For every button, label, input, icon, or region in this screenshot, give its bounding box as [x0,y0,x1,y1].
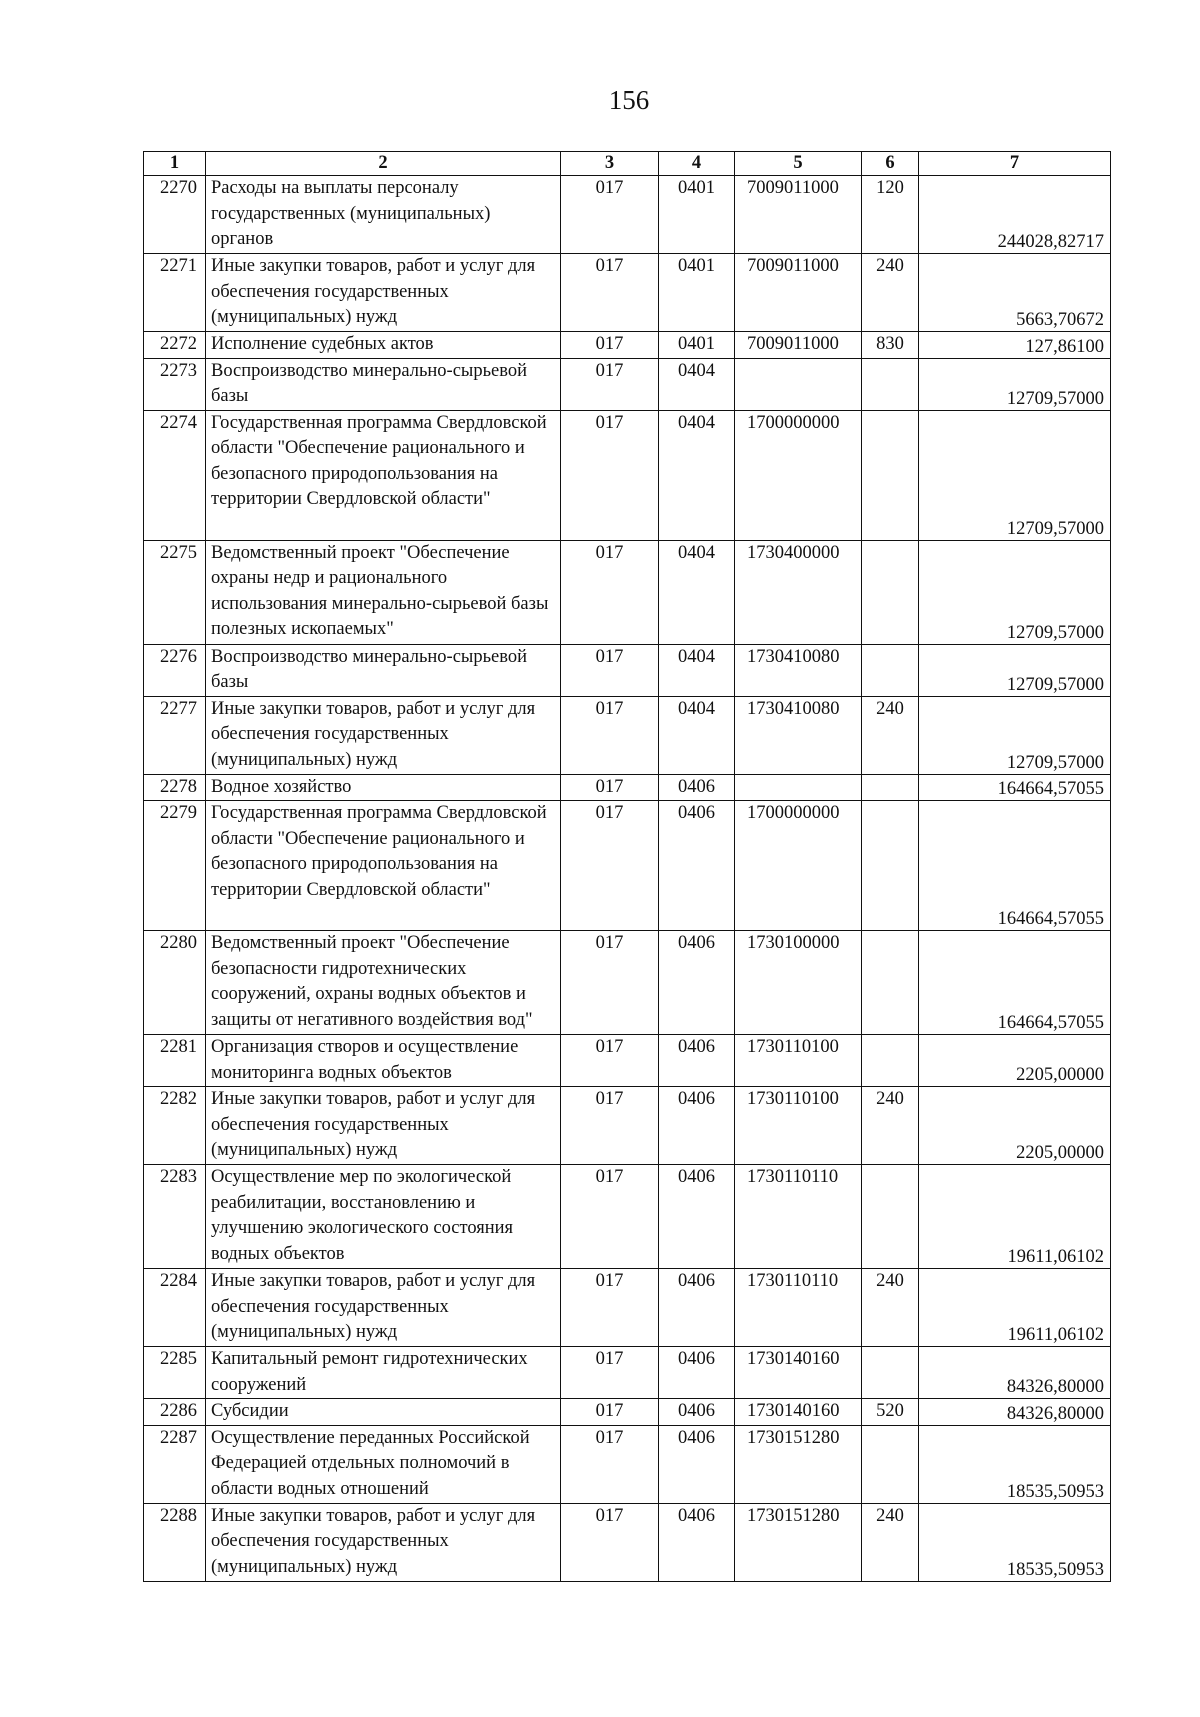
expense-name: Организация створов и осуществление мониторинга водных объектов [211,1037,519,1083]
department-code-cell [561,1347,659,1399]
amount-cell [919,1347,1111,1399]
row-number-cell [144,358,206,410]
department-code-cell [561,254,659,332]
department-code-cell [561,1087,659,1165]
amount: 12709,57000 [1006,388,1104,409]
expense-kind-code-cell [862,1425,919,1503]
section-code: 0401 [678,334,715,354]
expense-name-cell [206,1503,561,1581]
amount: 127,86100 [1025,336,1104,357]
amount-cell [919,931,1111,1035]
section-code: 0406 [678,776,715,797]
target-article-code: 1730410080 [747,646,840,667]
expense-name-cell [206,540,561,644]
expense-name-cell [206,1399,561,1426]
row-number-cell [144,1087,206,1165]
department-code: 017 [595,256,624,276]
amount: 5663,70672 [1016,310,1104,330]
table-row [144,1087,1111,1165]
row-number: 2277 [160,698,197,719]
table-row [144,931,1111,1035]
target-article-code: 7009011000 [747,256,839,276]
budget-table [143,151,1111,1582]
target-article-code: 1730110100 [747,1037,839,1057]
amount-cell [919,358,1111,410]
row-number: 2280 [160,933,197,953]
section-code: 0406 [678,1349,715,1369]
department-code-cell [561,931,659,1035]
department-code: 017 [595,803,624,823]
expense-name-cell [206,931,561,1035]
section-code-cell [659,176,735,254]
table-row [144,332,1111,359]
section-code: 0406 [678,1037,715,1057]
expense-kind-code-cell [862,774,919,801]
target-article-code-cell [735,1425,862,1503]
expense-kind-code-cell [862,1503,919,1581]
section-code: 0406 [678,1271,715,1291]
section-code: 0401 [678,256,715,276]
amount: 164664,57055 [997,779,1104,799]
expense-name-cell [206,358,561,410]
amount-cell [919,540,1111,644]
row-number-cell [144,644,206,696]
table-row [144,176,1111,254]
section-code: 0406 [678,1167,715,1187]
expense-kind-code-cell [862,1347,919,1399]
section-code-cell [659,358,735,410]
expense-name-cell [206,644,561,696]
expense-name-cell [206,1425,561,1503]
section-code-cell [659,1269,735,1347]
expense-name-cell [206,801,561,931]
expense-name: Капитальный ремонт гидротехнических сооружений [211,1349,528,1395]
row-number: 2273 [160,360,197,381]
row-number: 2283 [160,1167,197,1187]
department-code-cell [561,644,659,696]
department-code-cell [561,358,659,410]
target-article-code: 1730140160 [747,1401,840,1421]
row-number: 2274 [160,412,197,433]
row-number: 2284 [160,1271,197,1291]
target-article-code: 7009011000 [747,334,839,354]
row-number: 2270 [160,178,197,198]
expense-name: Субсидии [211,1401,289,1421]
target-article-code: 1730100000 [747,933,840,953]
section-code: 0404 [678,698,715,719]
row-number-cell [144,1269,206,1347]
expense-kind-code-cell [862,176,919,254]
department-code: 017 [595,646,624,667]
section-code: 0406 [678,803,715,823]
column-header-2: 2 [206,152,561,176]
section-code-cell [659,254,735,332]
table-row [144,1503,1111,1581]
row-number: 2271 [160,256,197,276]
expense-name: Осуществление мер по экологической реабилитации, восстановлению и улучшению экологического состояния водных объектов [211,1167,514,1264]
column-header-6: 6 [862,152,919,176]
row-number-cell [144,1165,206,1269]
expense-kind-code-cell [862,1269,919,1347]
expense-name: Иные закупки товаров, работ и услуг для обеспечения государственных (муниципальных) нужд [211,1505,536,1577]
department-code-cell [561,696,659,774]
expense-kind-code: 240 [876,256,904,276]
amount: 12709,57000 [1006,518,1104,539]
table-row [144,644,1111,696]
row-number-cell [144,774,206,801]
section-code-cell [659,644,735,696]
amount: 164664,57055 [997,1013,1104,1033]
amount: 244028,82717 [997,232,1104,252]
expense-kind-code-cell [862,1035,919,1087]
expense-name-cell [206,1269,561,1347]
row-number-cell [144,254,206,332]
department-code: 017 [595,178,624,198]
section-code-cell [659,1503,735,1581]
expense-kind-code: 240 [876,698,904,719]
expense-name-cell [206,176,561,254]
section-code-cell [659,1165,735,1269]
department-code-cell [561,1269,659,1347]
section-code-cell [659,1087,735,1165]
department-code: 017 [595,1505,624,1526]
amount: 12709,57000 [1006,674,1104,695]
section-code: 0404 [678,360,715,381]
row-number: 2281 [160,1037,197,1057]
target-article-code: 1730151280 [747,1505,840,1526]
expense-kind-code-cell [862,1165,919,1269]
column-header-4: 4 [659,152,735,176]
section-code: 0406 [678,1505,715,1526]
department-code: 017 [595,1089,624,1109]
section-code: 0404 [678,646,715,667]
target-article-code-cell [735,332,862,359]
row-number-cell [144,696,206,774]
row-number-cell [144,332,206,359]
expense-kind-code-cell [862,358,919,410]
target-article-code-cell [735,254,862,332]
row-number-cell [144,540,206,644]
amount-cell [919,1503,1111,1581]
department-code: 017 [595,776,624,797]
row-number-cell [144,1035,206,1087]
target-article-code-cell [735,931,862,1035]
target-article-code-cell [735,1503,862,1581]
table-row [144,1035,1111,1087]
expense-name: Осуществление переданных Российской Федерацией отдельных полномочий в области водных отношений [211,1427,530,1499]
expense-kind-code: 240 [876,1505,904,1526]
row-number: 2272 [160,334,197,354]
target-article-code-cell [735,358,862,410]
department-code: 017 [595,542,624,563]
amount: 2205,00000 [1016,1143,1104,1163]
expense-kind-code-cell [862,931,919,1035]
row-number-cell [144,410,206,540]
expense-name: Водное хозяйство [211,776,352,797]
row-number: 2282 [160,1089,197,1109]
expense-name: Воспроизводство минерально-сырьевой базы [211,360,528,406]
expense-name-cell [206,332,561,359]
department-code-cell [561,176,659,254]
department-code: 017 [595,1271,624,1291]
section-code-cell [659,1399,735,1426]
expense-kind-code-cell [862,644,919,696]
amount-cell [919,410,1111,540]
target-article-code: 7009011000 [747,178,839,198]
target-article-code-cell [735,176,862,254]
section-code-cell [659,410,735,540]
amount: 12709,57000 [1006,752,1104,773]
expense-name-cell [206,774,561,801]
target-article-code: 1730110100 [747,1089,839,1109]
amount: 84326,80000 [1006,1377,1104,1397]
row-number-cell [144,931,206,1035]
table-body [144,152,1111,1582]
table-row [144,410,1111,540]
row-number-cell [144,1399,206,1426]
amount-cell [919,1399,1111,1426]
expense-name: Расходы на выплаты персоналу государственных (муниципальных) органов [211,178,491,249]
header-row [144,152,1111,176]
department-code-cell [561,1399,659,1426]
target-article-code-cell [735,1087,862,1165]
table-row [144,1165,1111,1269]
expense-name-cell [206,254,561,332]
row-number: 2288 [160,1505,197,1526]
table-row [144,1399,1111,1426]
section-code: 0401 [678,178,715,198]
column-header-1: 1 [144,152,206,176]
target-article-code: 1730110110 [747,1271,839,1291]
expense-kind-code-cell [862,696,919,774]
target-article-code: 1730410080 [747,698,840,719]
section-code-cell [659,696,735,774]
amount-cell [919,254,1111,332]
target-article-code-cell [735,410,862,540]
target-article-code-cell [735,1399,862,1426]
section-code: 0404 [678,542,715,563]
amount-cell [919,696,1111,774]
amount-cell [919,332,1111,359]
target-article-code: 1730151280 [747,1427,840,1448]
department-code: 017 [595,412,624,433]
department-code-cell [561,1035,659,1087]
department-code-cell [561,1165,659,1269]
target-article-code-cell [735,1035,862,1087]
target-article-code: 1730140160 [747,1349,840,1369]
department-code-cell [561,801,659,931]
department-code-cell [561,540,659,644]
expense-name: Иные закупки товаров, работ и услуг для обеспечения государственных (муниципальных) нужд [211,1089,536,1160]
amount: 19611,06102 [1007,1247,1104,1267]
row-number-cell [144,1503,206,1581]
section-code-cell [659,1035,735,1087]
department-code: 017 [595,1037,624,1057]
amount: 12709,57000 [1006,622,1104,643]
expense-kind-code: 520 [876,1401,904,1421]
expense-kind-code-cell [862,801,919,931]
table-row [144,1425,1111,1503]
section-code-cell [659,332,735,359]
expense-name-cell [206,1087,561,1165]
section-code-cell [659,931,735,1035]
department-code: 017 [595,1401,624,1421]
expense-kind-code: 240 [876,1089,904,1109]
department-code-cell [561,1425,659,1503]
column-header-7: 7 [919,152,1111,176]
table-row [144,1347,1111,1399]
department-code: 017 [595,1427,624,1448]
row-number: 2287 [160,1427,197,1448]
expense-name: Ведомственный проект "Обеспечение безопасности гидротехнических сооружений, охраны водных объектов и защиты от негативного воздействия вод" [211,933,533,1030]
section-code-cell [659,801,735,931]
row-number-cell [144,176,206,254]
table-row [144,696,1111,774]
target-article-code-cell [735,801,862,931]
expense-name-cell [206,696,561,774]
table-row [144,540,1111,644]
amount-cell [919,1165,1111,1269]
expense-name-cell [206,410,561,540]
expense-kind-code: 830 [876,334,904,354]
amount: 84326,80000 [1006,1403,1104,1424]
expense-kind-code-cell [862,254,919,332]
page-number: 156 [608,85,650,115]
department-code-cell [561,1503,659,1581]
amount: 18535,50953 [1006,1481,1104,1502]
section-code: 0406 [678,1089,715,1109]
table-row [144,774,1111,801]
amount-cell [919,1087,1111,1165]
department-code: 017 [595,1167,624,1187]
target-article-code-cell [735,774,862,801]
target-article-code-cell [735,644,862,696]
target-article-code-cell [735,1347,862,1399]
column-header-3: 3 [561,152,659,176]
table-row [144,801,1111,931]
department-code: 017 [595,933,624,953]
row-number: 2279 [160,803,197,823]
expense-kind-code-cell [862,540,919,644]
section-code: 0406 [678,933,715,953]
row-number-cell [144,1425,206,1503]
amount-cell [919,1425,1111,1503]
expense-name: Ведомственный проект "Обеспечение охраны недр и рационального использования минерально-сырьевой базы полезных ископаемых" [211,542,549,639]
amount: 19611,06102 [1007,1325,1104,1345]
row-number: 2275 [160,542,197,563]
amount-cell [919,774,1111,801]
target-article-code-cell [735,1269,862,1347]
expense-name: Исполнение судебных актов [211,334,434,354]
amount-cell [919,176,1111,254]
expense-kind-code: 120 [876,178,904,198]
amount-cell [919,801,1111,931]
expense-name: Иные закупки товаров, работ и услуг для обеспечения государственных (муниципальных) нужд [211,1271,536,1342]
section-code-cell [659,1425,735,1503]
row-number: 2276 [160,646,197,667]
section-code: 0406 [678,1401,715,1421]
department-code-cell [561,410,659,540]
target-article-code: 1700000000 [747,412,840,433]
expense-name: Воспроизводство минерально-сырьевой базы [211,646,528,692]
expense-name-cell [206,1035,561,1087]
target-article-code: 1730400000 [747,542,840,563]
department-code-cell [561,332,659,359]
expense-name: Иные закупки товаров, работ и услуг для обеспечения государственных (муниципальных) нужд [211,698,536,770]
amount-cell [919,1035,1111,1087]
department-code: 017 [595,360,624,381]
section-code-cell [659,774,735,801]
department-code: 017 [595,1349,624,1369]
expense-kind-code-cell [862,1399,919,1426]
section-code-cell [659,1347,735,1399]
section-code: 0406 [678,1427,715,1448]
amount: 164664,57055 [997,909,1104,929]
table-row [144,358,1111,410]
target-article-code: 1730110110 [747,1167,839,1187]
target-article-code-cell [735,696,862,774]
amount-cell [919,644,1111,696]
expense-name: Государственная программа Свердловской области "Обеспечение рационального и безопасного природопользования на территории Свердловской области" [211,412,547,509]
target-article-code-cell [735,540,862,644]
row-number: 2278 [160,776,197,797]
section-code: 0404 [678,412,715,433]
department-code: 017 [595,698,624,719]
expense-name: Государственная программа Свердловской области "Обеспечение рационального и безопасного природопользования на территории Свердловской области" [211,803,547,900]
row-number: 2286 [160,1401,197,1421]
amount: 18535,50953 [1006,1559,1104,1580]
department-code-cell [561,774,659,801]
target-article-code: 1700000000 [747,803,840,823]
expense-kind-code-cell [862,410,919,540]
expense-name-cell [206,1347,561,1399]
expense-name-cell [206,1165,561,1269]
target-article-code-cell [735,1165,862,1269]
row-number-cell [144,1347,206,1399]
section-code-cell [659,540,735,644]
expense-kind-code: 240 [876,1271,904,1291]
table-row [144,1269,1111,1347]
expense-kind-code-cell [862,332,919,359]
row-number: 2285 [160,1349,197,1369]
expense-name: Иные закупки товаров, работ и услуг для обеспечения государственных (муниципальных) нужд [211,256,536,327]
column-header-5: 5 [735,152,862,176]
amount: 2205,00000 [1016,1065,1104,1085]
table-row [144,254,1111,332]
department-code: 017 [595,334,624,354]
row-number-cell [144,801,206,931]
amount-cell [919,1269,1111,1347]
expense-kind-code-cell [862,1087,919,1165]
